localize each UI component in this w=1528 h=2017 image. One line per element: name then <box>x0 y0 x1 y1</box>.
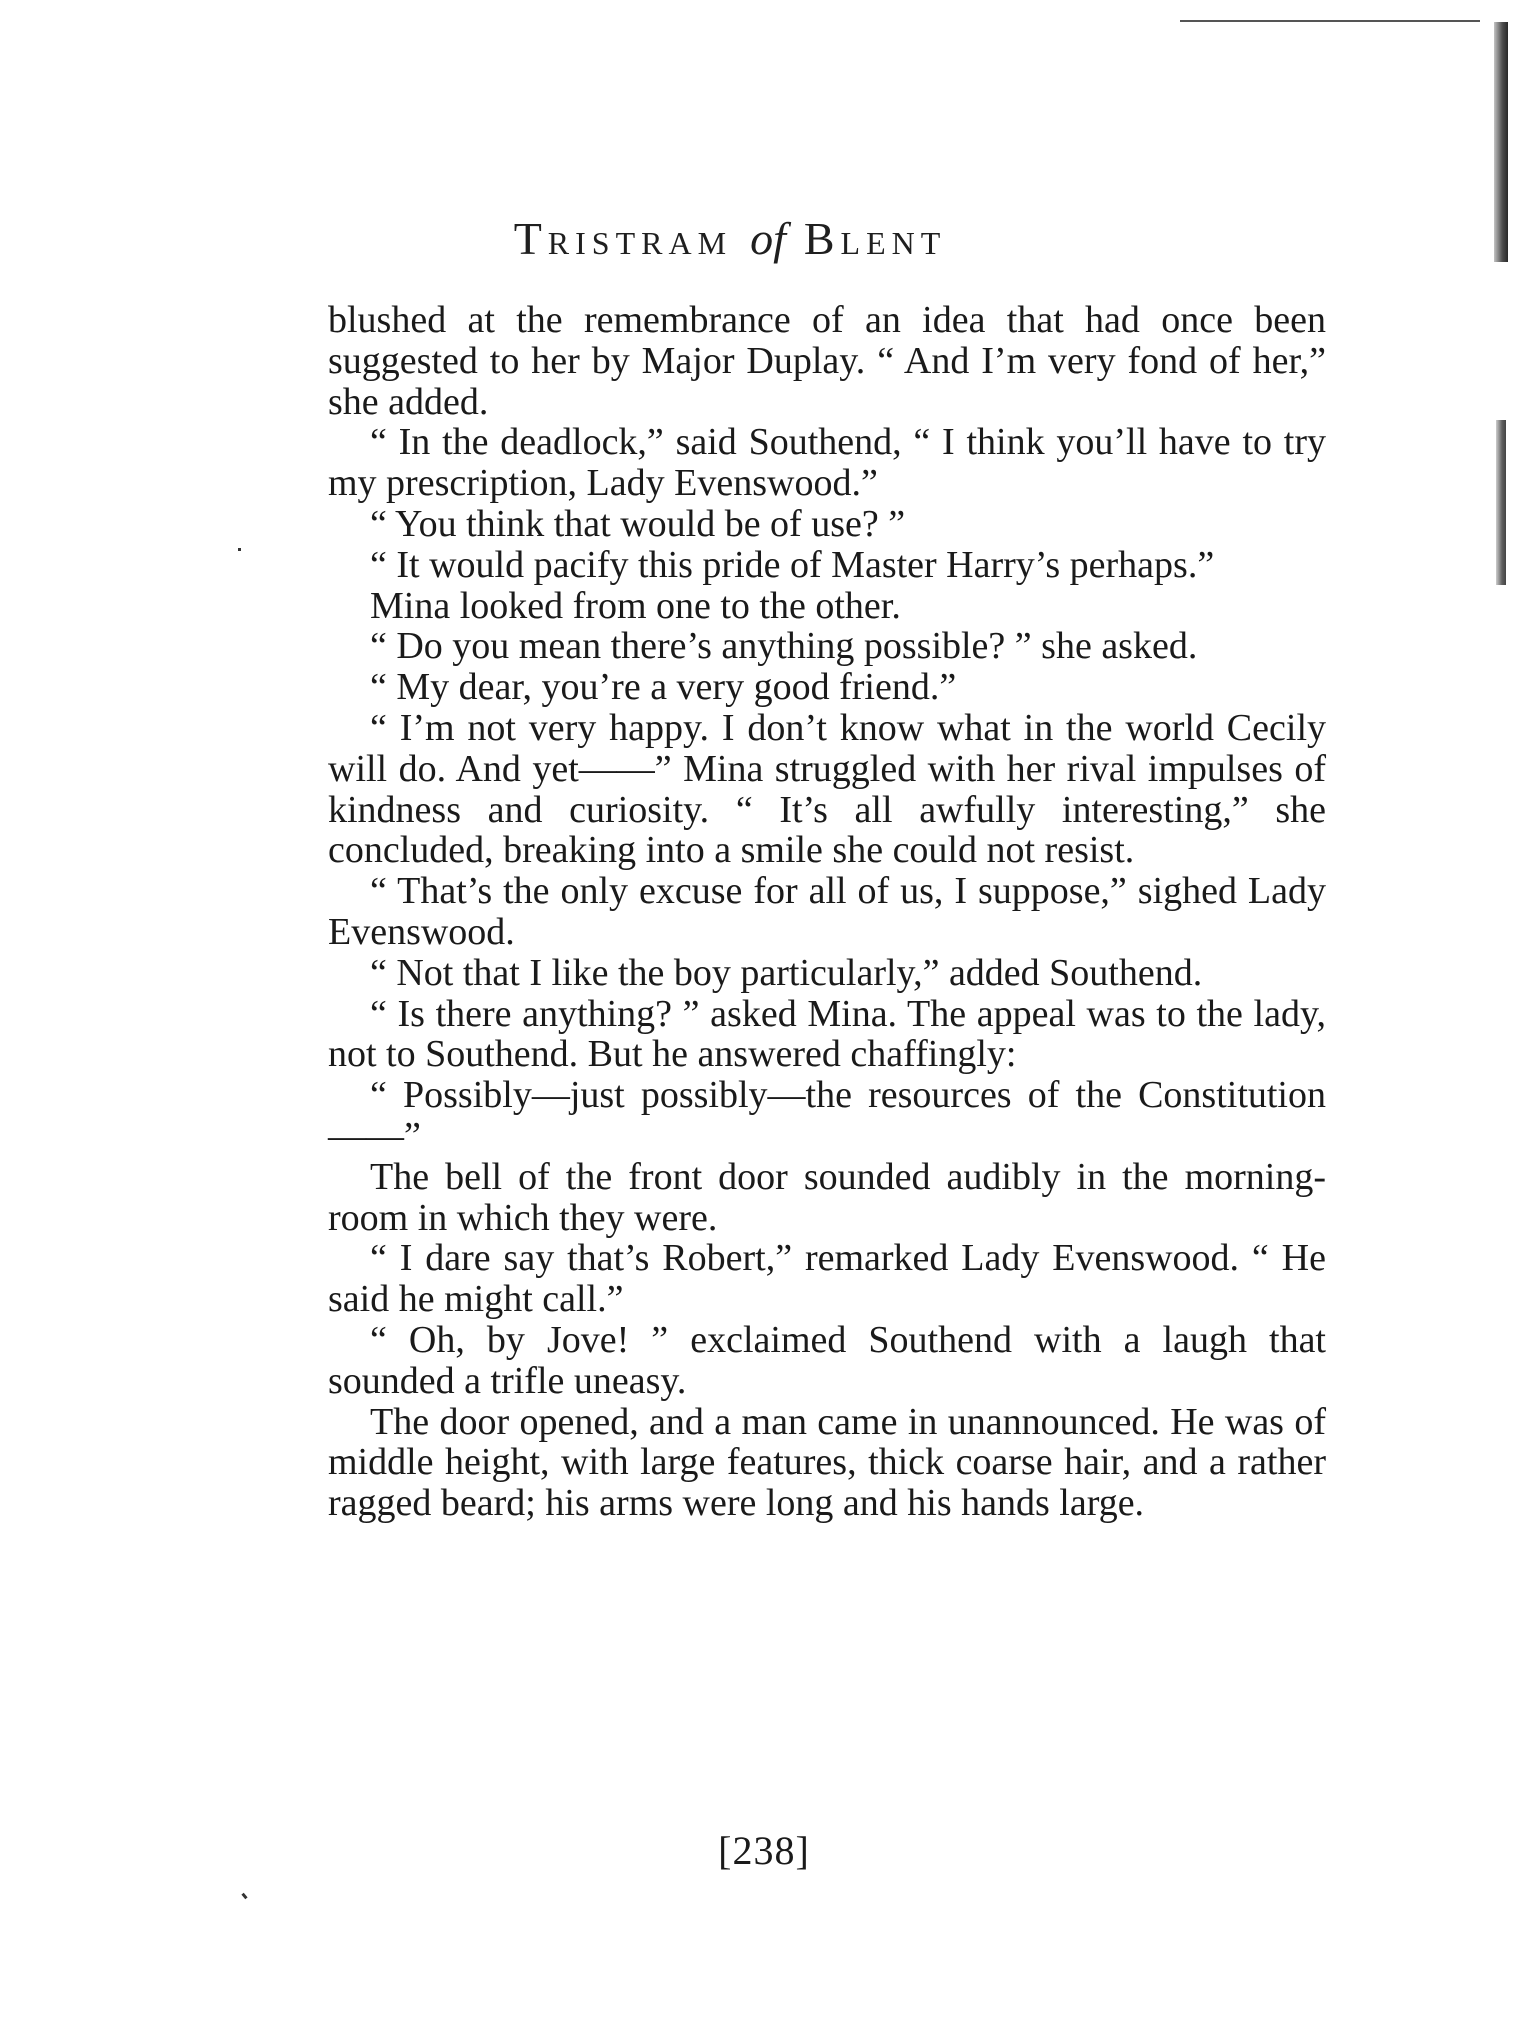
body-text <box>328 300 1326 1524</box>
running-head-of: of <box>750 213 786 264</box>
paragraph: “ That’s the only excuse for all of us, I suppose,” sighed Lady Evenswood. <box>328 870 1326 953</box>
running-head-subtitle: Blent <box>803 213 947 264</box>
paragraph: “ Is there anything? ” asked Mina. The appeal was to the lady, not to Southend. But he answered chaffingly: <box>328 992 1326 1076</box>
paragraph: “ In the deadlock,” said Southend, “ I think you’ll have to try my prescription, Lady Evenswood.” <box>328 421 1326 505</box>
scan-speck <box>241 1893 247 1900</box>
paragraph: Mina looked from one to the other. <box>370 584 901 627</box>
paragraph: “ Possibly—just possibly—the resources of the Constitution——” <box>328 1074 1326 1157</box>
paragraph: “ I dare say that’s Robert,” remarked Lady Evenswood. “ He said he might call.” <box>328 1237 1326 1321</box>
scan-edge-shadow-middle <box>1496 420 1506 585</box>
scan-top-rule <box>1180 20 1480 22</box>
running-head-title: Tristram <box>513 213 733 264</box>
paragraph: “ My dear, you’re a very good friend.” <box>370 666 957 709</box>
paragraph: “ Do you mean there’s anything possible? ” she asked. <box>370 625 1198 668</box>
scan-speck <box>238 548 241 551</box>
page-number: [238] <box>718 1828 810 1873</box>
paragraph: “ It would pacify this pride of Master Harry’s perhaps.” <box>370 543 1215 586</box>
scan-edge-shadow-top <box>1494 22 1508 262</box>
running-head <box>330 212 1130 265</box>
paragraph: The bell of the front door sounded audibly in the morning-room in which they were. <box>328 1155 1326 1239</box>
paragraph: “ You think that would be of use? ” <box>370 502 906 545</box>
paragraph: The door opened, and a man came in unannounced. He was of middle height, with large features, thick coarse hair, and a rather ragged beard; his arms were long and his hands large. <box>328 1400 1326 1525</box>
paragraph: blushed at the remembrance of an idea that had once been suggested to her by Major Duplay. “ And I’m very fond of her,” she added. <box>328 299 1326 423</box>
paragraph: “ Oh, by Jove! ” exclaimed Southend with a laugh that sounded a trifle uneasy. <box>328 1318 1326 1402</box>
paragraph: “ I’m not very happy. I don’t know what in the world Cecily will do. And yet——” Mina struggled with her rival impulses of kindness and curiosity. “ It’s all awfully interesting,” she concluded, breaking into a smile she could not resist. <box>328 706 1326 872</box>
paragraph: “ Not that I like the boy particularly,” added Southend. <box>370 951 1203 994</box>
